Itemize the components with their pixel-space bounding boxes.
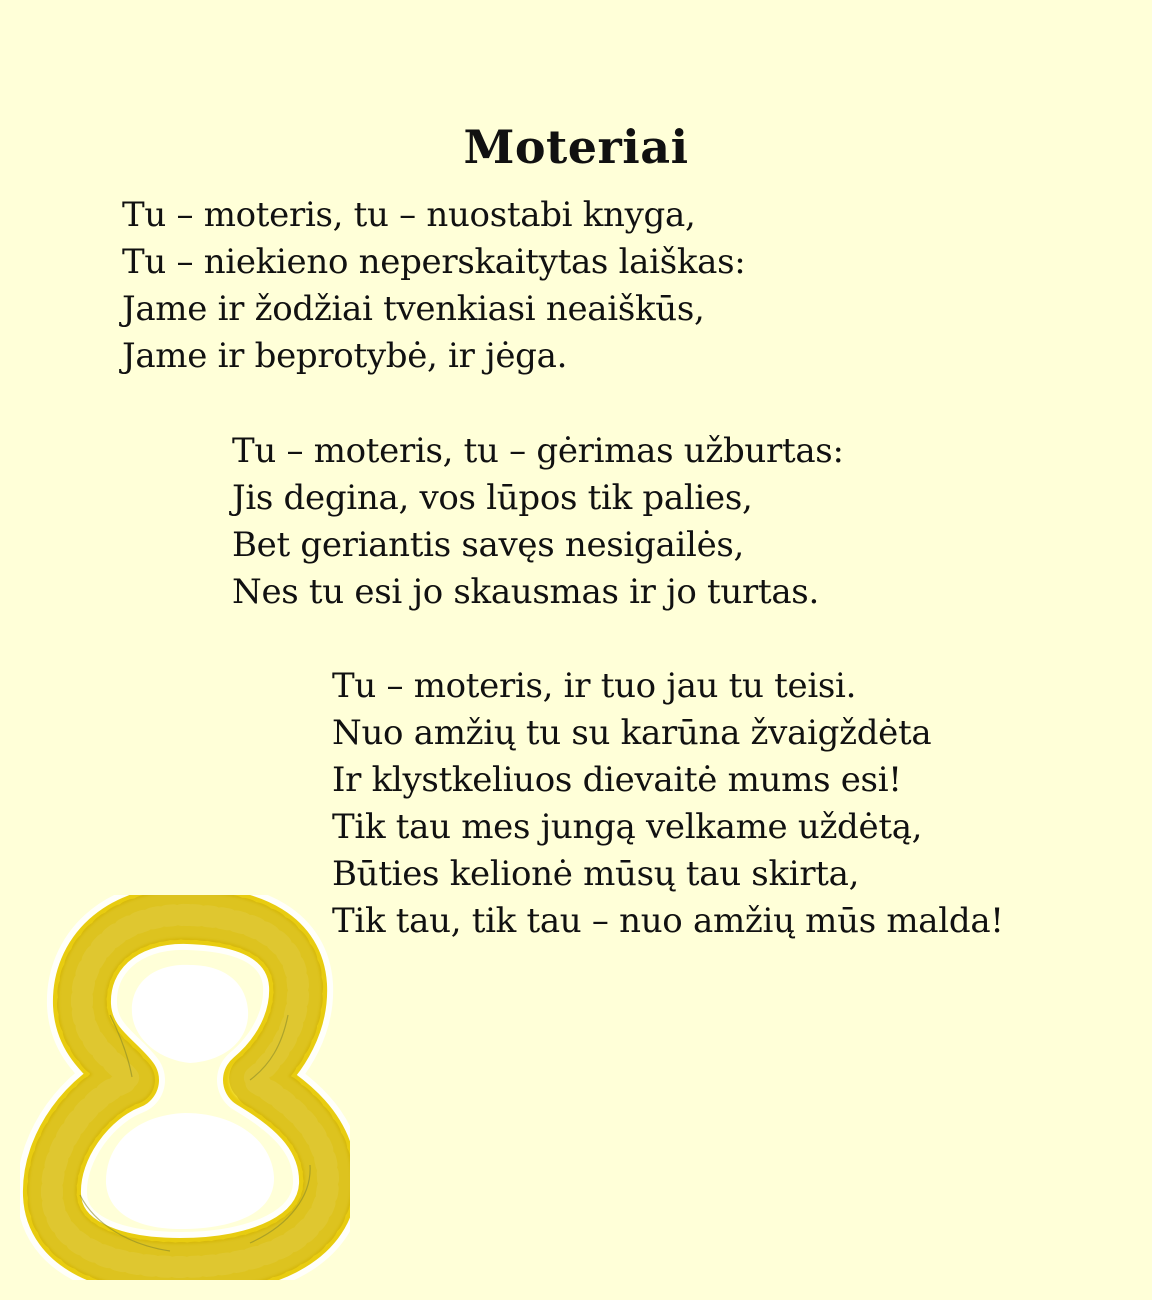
- stanza-3: [332, 663, 1004, 945]
- verse-line: Tu – moteris, ir tuo jau tu teisi.: [332, 666, 857, 706]
- stanza-1: [122, 192, 745, 380]
- verse-line: Tu – niekieno neperskaitytas laiškas:: [122, 242, 746, 282]
- verse-line: Nes tu esi jo skausmas ir jo turtas.: [232, 572, 819, 612]
- verse-line: Tu – moteris, tu – gėrimas užburtas:: [232, 431, 844, 471]
- verse-line: Ir klystkeliuos dievaitė mums esi!: [332, 760, 902, 800]
- verse-line: Tik tau mes jungą velkame uždėtą,: [332, 807, 923, 847]
- verse-line: Bet geriantis savęs nesigailės,: [232, 525, 745, 565]
- mimosa-figure-eight-icon: [20, 895, 350, 1280]
- stanza-2: [232, 428, 844, 616]
- verse-line: Tu – moteris, tu – nuostabi knyga,: [122, 195, 696, 235]
- verse-line: Jame ir žodžiai tvenkiasi neaiškūs,: [122, 289, 705, 329]
- verse-line: Jame ir beprotybė, ir jėga.: [122, 336, 568, 376]
- verse-line: Jis degina, vos lūpos tik palies,: [232, 478, 753, 518]
- page-title: Moteriai: [463, 119, 689, 174]
- verse-line: Nuo amžių tu su karūna žvaigždėta: [332, 713, 932, 753]
- verse-line: Būties kelionė mūsų tau skirta,: [332, 854, 860, 894]
- verse-line: Tik tau, tik tau – nuo amžių mūs malda!: [332, 901, 1004, 941]
